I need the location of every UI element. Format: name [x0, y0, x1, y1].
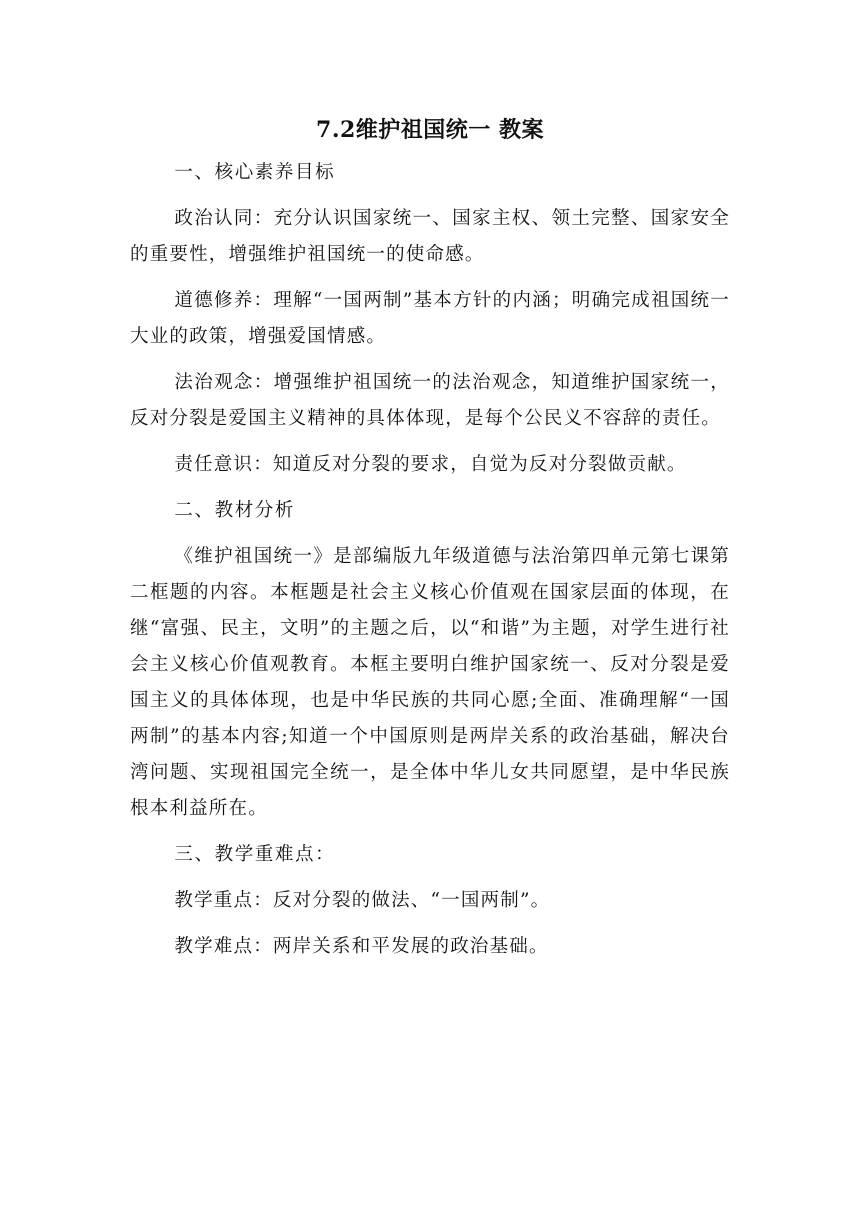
section-heading-key-points: 三、教学重难点：: [174, 844, 336, 865]
paragraph-teaching-difficulty: 教学难点：两岸关系和平发展的政治基础。: [174, 936, 549, 957]
paragraph-political-identity: 政治认同：充分认识国家统一、国家主权、领土完整、国家安全的重要性，增强维护祖国统一的使命感。: [130, 208, 730, 265]
document-body: [130, 155, 730, 975]
paragraph-moral-cultivation: 道德修养：理解“一国两制”基本方针的内涵；明确完成祖国统一大业的政策，增强爱国情感。: [130, 290, 730, 347]
section-heading-core-literacy: 一、核心素养目标: [174, 162, 336, 183]
paragraph-teaching-focus: 教学重点：反对分裂的做法、“一国两制”。: [174, 890, 551, 911]
section-heading-textbook-analysis: 二、教材分析: [174, 500, 295, 521]
paragraph-responsibility: 责任意识：知道反对分裂的要求，自觉为反对分裂做贡献。: [174, 454, 687, 475]
document-title: 7.2维护祖国统一 教案: [316, 117, 544, 143]
paragraph-textbook-analysis: 《维护祖国统一》是部编版九年级道德与法治第四单元第七课第二框题的内容。本框题是社会主义核心价值观在国家层面的体现，在继“富强、民主，文明”的主题之后，以“和谐”为主题，对学生进行社会主义核心价值观教育。本框主要明白维护国家统一、反对分裂是爱国主义的具体体现，也是中华民族的共同心愿;全面、准确理解“一国两制”的基本内容;知道一个中国原则是两岸关系的政治基础，解决台湾问题、实现祖国完全统一，是全体中华儿女共同愿望，是中华民族根本利益所在。: [130, 546, 730, 819]
paragraph-rule-of-law: 法治观念：增强维护祖国统一的法治观念，知道维护国家统一，反对分裂是爱国主义精神的具体体现，是每个公民义不容辞的责任。: [130, 372, 730, 429]
